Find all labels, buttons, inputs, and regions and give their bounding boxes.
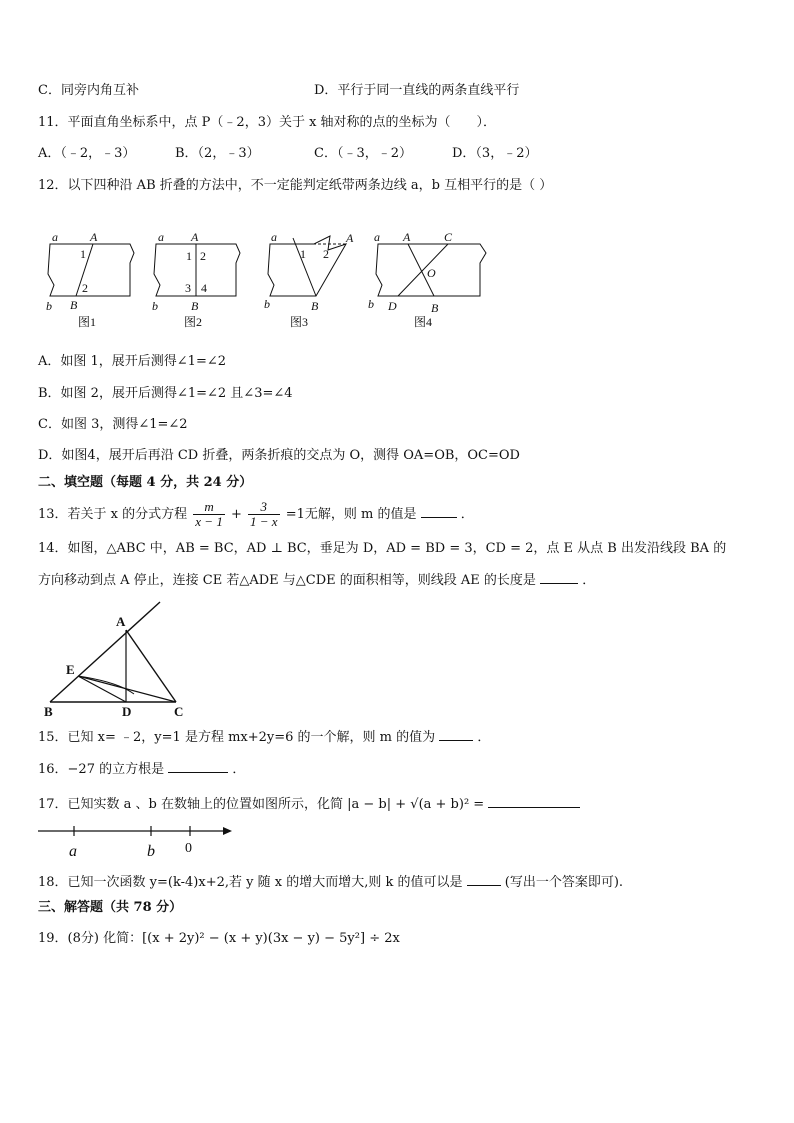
fig3-label-2: 2: [323, 247, 329, 261]
q14-label-B: B: [44, 704, 53, 719]
q17-number-line: [38, 820, 238, 862]
section-2-heading: 二、填空题（每题 4 分，共 24 分）: [38, 475, 253, 490]
q15-line: 15．已知 x= ﹣2，y=1 是方程 mx+2y=6 的一个解，则 m 的值为 ．: [38, 730, 491, 745]
fig4-label-a: a: [374, 230, 380, 244]
q11-option-b: B．（2，﹣3）: [175, 146, 260, 161]
number-line-arrow: [223, 827, 232, 835]
q12-option-d: D．如图4，展开后再沿 CD 折叠，两条折痕的交点为 O，测得 OA=OB，OC=OD: [38, 448, 520, 463]
fig4-label-C: C: [444, 230, 453, 244]
q11-option-c: C．（﹣3，﹣2）: [314, 146, 412, 161]
q14-label-C: C: [174, 704, 184, 719]
q14-segment-ed: [78, 676, 126, 702]
fig1-label-b: b: [46, 299, 52, 313]
q14-line-1: 14．如图，△ABC 中，AB = BC，AD ⊥ BC，垂足为 D，AD = BD = 3，CD = 2，点 E 从点 B 出发沿线段 BA 的: [38, 541, 727, 556]
fig4-label-O: O: [427, 266, 436, 280]
fig4-label-A: A: [403, 230, 411, 244]
fig4-fold-cd: [398, 244, 448, 296]
q10-option-c: C．同旁内角互补: [38, 83, 139, 98]
q13-fraction-1: $\frac{m}{x - 1}$: [195, 499, 223, 529]
fig2-label-b: b: [152, 299, 158, 313]
q15-answer-blank[interactable]: [439, 728, 473, 741]
q18-answer-blank[interactable]: [467, 873, 501, 886]
q14-label-E: E: [66, 662, 75, 677]
q16-answer-blank[interactable]: [168, 760, 228, 773]
fig3-label-b: b: [264, 297, 270, 311]
q13-fraction-2: $\frac{3}{1 - x}$: [250, 499, 278, 529]
q13-plus: +: [230, 507, 242, 522]
fig2-strip: [154, 244, 240, 296]
fig2-label-B: B: [191, 299, 199, 313]
fig2-label-2: 2: [200, 249, 206, 263]
q12-figures: [38, 228, 498, 333]
q11-option-d: D．（3，﹣2）: [452, 146, 538, 161]
q10-option-d: D．平行于同一直线的两条直线平行: [314, 83, 520, 98]
q13-post: =1无解，则 m 的值是: [285, 507, 417, 522]
fig3-label-A: A: [346, 231, 354, 245]
q11-option-a: A．（﹣2，﹣3）: [38, 146, 136, 161]
label-b: b: [147, 843, 155, 860]
fig1-strip: [48, 244, 134, 296]
q16-line: 16．−27 的立方根是 ．: [38, 762, 246, 777]
q13-answer-blank[interactable]: [421, 505, 457, 518]
q18-line: 18．已知一次函数 y=(k-4)x+2,若 y 随 x 的增大而增大,则 k 的值可以是 (写出一个答案即可).: [38, 875, 624, 890]
fig4-label-b: b: [368, 297, 374, 311]
fig4-label-B: B: [431, 301, 439, 315]
q14-answer-blank[interactable]: [540, 571, 578, 584]
fig2-label-A: A: [191, 230, 199, 244]
q14-label-A: A: [116, 614, 126, 629]
q14-line-2: 方向移动到点 A 停止，连接 CE 若△ADE 与△CDE 的面积相等，则线段 AE 的长度是 ．: [38, 573, 596, 588]
label-0: 0: [185, 841, 192, 856]
fig2-caption: 图2: [184, 315, 203, 329]
fig1-label-2: 2: [82, 281, 88, 295]
fig1-label-B: B: [70, 298, 78, 312]
q13-line: 13．若关于 x 的分式方程 $\frac{m}{x - 1}$ + $\frac{3}{1 - x}$ =1无解，则 m 的值是 ．: [38, 499, 474, 529]
fig3-label-B: B: [311, 299, 319, 313]
q14-figure: [38, 598, 208, 723]
q14-ray-ba: [50, 602, 160, 702]
fig1-label-A: A: [90, 230, 98, 244]
fig4-caption: 图4: [414, 315, 433, 329]
q17-answer-blank[interactable]: [488, 795, 580, 808]
q12-option-c: C．如图 3，测得∠1=∠2: [38, 417, 188, 432]
fig1-label-a: a: [52, 230, 58, 244]
fig2-label-4: 4: [201, 281, 207, 295]
q12-stem: 12．以下四种沿 AB 折叠的方法中，不一定能判定纸带两条边线 a，b 互相平行的是（ ）: [38, 178, 553, 193]
fig3-label-1: 1: [300, 247, 306, 261]
section-3-heading: 三、解答题（共 78 分）: [38, 900, 183, 915]
fig2-label-3: 3: [185, 281, 191, 295]
fig3-strip: [268, 236, 346, 296]
q11-stem: 11．平面直角坐标系中，点 P（﹣2，3）关于 x 轴对称的点的坐标为（ ）．: [38, 115, 497, 130]
q13-pre: 13．若关于 x 的分式方程: [38, 507, 188, 522]
q12-option-b: B．如图 2，展开后测得∠1=∠2 且∠3=∠4: [38, 386, 293, 401]
q19-line: 19．(8分) 化简：[(x + 2y)² − (x + y)(3x − y) − 5y²] ÷ 2x: [38, 931, 400, 946]
fig1-label-1: 1: [80, 247, 86, 261]
fig2-label-1: 1: [186, 249, 192, 263]
fig2-label-a: a: [158, 230, 164, 244]
fig3-caption: 图3: [290, 315, 309, 329]
fig3-label-a: a: [271, 230, 277, 244]
q17-line: 17．已知实数 a 、b 在数轴上的位置如图所示，化简 |a − b| + √(a + b)² =: [38, 795, 580, 814]
label-a: a: [69, 843, 77, 860]
q14-label-D: D: [122, 704, 132, 719]
fig1-caption: 图1: [78, 315, 97, 329]
fig4-label-D: D: [388, 299, 397, 313]
q12-option-a: A．如图 1，展开后测得∠1=∠2: [38, 354, 227, 369]
